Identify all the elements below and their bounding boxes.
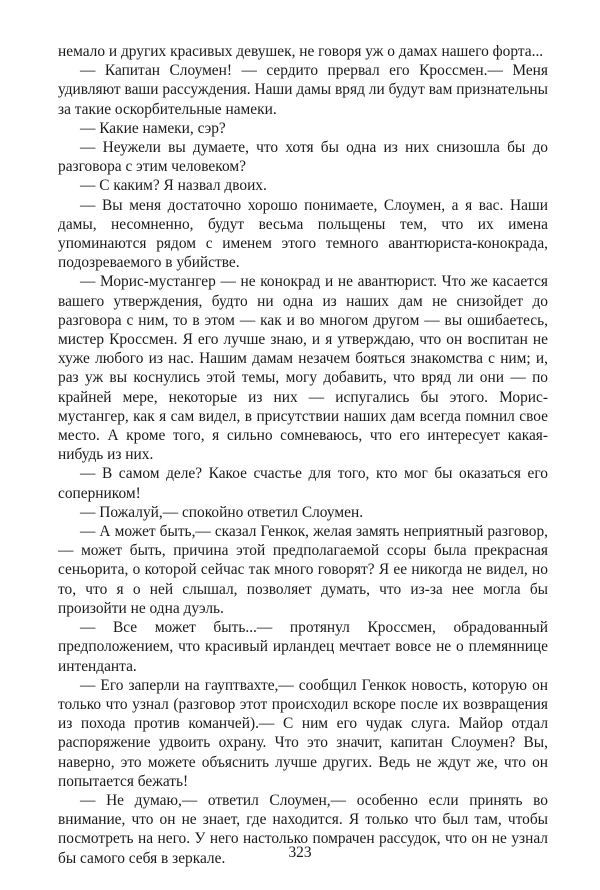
- page-body-text: [58, 42, 548, 868]
- paragraph: — А может быть,— сказал Генкок, желая замять неприятный разговор,— может быть, причина этой предполагаемой ссоры была прекрасная сеньорита, о которой сейчас так много говорят? Я ее никогда не видел, но то, что я о ней слышал, позволяет думать, что из-за нее могла бы произойти не одна дуэль.: [58, 523, 548, 617]
- paragraph: — В самом деле? Какое счастье для того, кто мог бы оказаться его соперником!: [58, 465, 548, 502]
- paragraph: — Вы меня достаточно хорошо понимаете, Слоумен, а я вас. Наши дамы, несомненно, будут весьма польщены тем, что их имена упоминаются рядом с именем этого темного авантюриста-конокрада, подозреваемого в убийстве.: [58, 196, 548, 272]
- page-number: 323: [288, 844, 312, 861]
- paragraph: — Его заперли на гауптвахте,— сообщил Генкок новость, которую он только что узнал (разговор этот происходил вскоре после их возвращения из похода против команчей).— С ним его чудак слуга. Майор отдал распоряжение удвоить охрану. Что это значит, капитан Слоумен? Вы, наверно, это можете объяснить лучше других. Ведь не ждут же, что он попытается бежать!: [58, 676, 548, 790]
- paragraph: — Морис-мустангер — не конокрад и не авантюрист. Что же касается вашего утверждения, будто ни одна из наших дам не снизойдет до разговора с ним, то в этом — как и во многом другом — вы ошибаетесь, мистер Кроссмен. Я его лучше знаю, и я утверждаю, что он воспитан не хуже любого из нас. Нашим дамам незачем бояться знакомства с ним; и, раз уж вы коснулись этой темы, могу добавить, что вряд ли они — по крайней мере, некоторые из них — испугались бы этого. Морис-мустангер, как я сам видел, в присутствии наших дам всегда помнил свое место. А кроме того, я сильно сомневаюсь, что его интересует какая-нибудь из них.: [58, 273, 548, 464]
- paragraph-continuation: немало и других красивых девушек, не говоря уж о дамах нашего форта...: [58, 43, 544, 60]
- paragraph: — Какие намеки, сэр?: [80, 119, 226, 137]
- paragraph: — Капитан Слоумен! — сердито прервал его Кроссмен.— Меня удивляют ваши рассуждения. Наши дамы вряд ли будут вам признательны за такие оскорбительные намеки.: [58, 62, 548, 118]
- paragraph: — Все может быть...— протянул Кроссмен, обрадованный предположением, что красивый ирландец мечтает вовсе не о племяннице интенданта.: [58, 619, 548, 675]
- paragraph: — Пожалуй,— спокойно ответил Слоумен.: [80, 503, 364, 521]
- paragraph: — Неужели вы думаете, что хотя бы одна из них снизошла бы до разговора с этим человеком?: [58, 139, 548, 176]
- paragraph: — Не думаю,— ответил Слоумен,— особенно если принять во внимание, что он не знает, где находится. Я только что был там, чтобы посмотреть на него. У него настолько помрачен рассудок, что он не узнал бы самого себя в зеркале.: [58, 791, 548, 867]
- paragraph: — С каким? Я назвал двоих.: [80, 177, 267, 195]
